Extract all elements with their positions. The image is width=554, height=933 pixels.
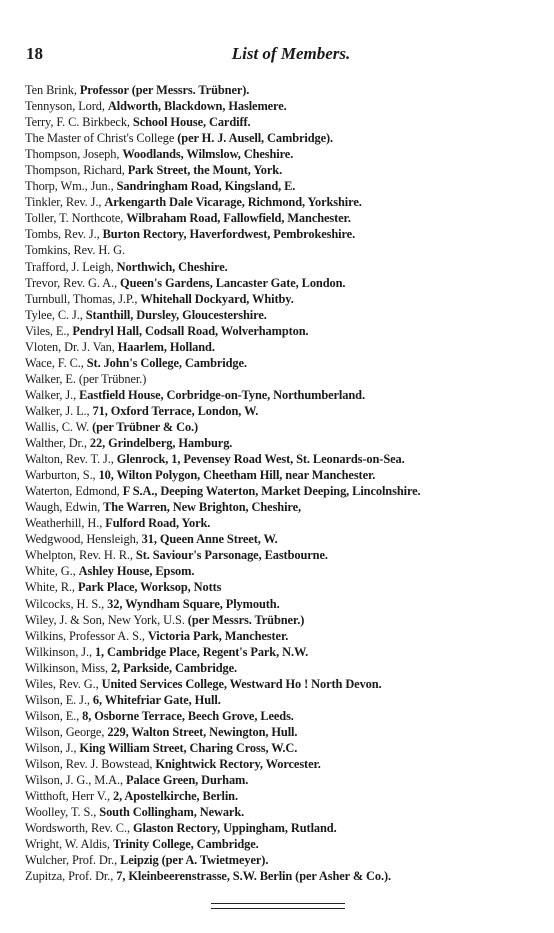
member-name: Wilcocks, H. S., [25, 596, 108, 611]
member-address: Stanthill, Dursley, Gloucestershire. [85, 307, 267, 322]
member-name: Wallis, C. W. [25, 419, 93, 434]
member-name: Wordsworth, Rev. C., [25, 821, 133, 836]
member-name: Witthoft, Herr V., [25, 789, 113, 804]
member-name: White, R., [25, 580, 78, 595]
member-entry [25, 563, 550, 579]
member-address: (per Trübner & Co.) [92, 419, 199, 434]
member-address: King William Street, Charing Cross, W.C. [79, 740, 298, 755]
member-entry [25, 130, 550, 146]
member-entry [25, 323, 550, 339]
member-address: Arkengarth Dale Vicarage, Richmond, Yorkshire. [104, 195, 362, 210]
member-address: United Services College, Westward Ho ! North Devon. [101, 676, 382, 691]
member-name: Ten Brink, [25, 83, 80, 97]
member-entry [25, 210, 550, 226]
member-entry [25, 756, 550, 772]
member-address: 2, Apostelkirche, Berlin. [113, 789, 238, 804]
member-entry [25, 467, 550, 483]
member-entry [25, 868, 550, 884]
member-address: 6, Whitefriar Gate, Hull. [92, 692, 221, 707]
member-name: Wilson, J. G., M.A., [25, 773, 127, 788]
member-entry [25, 708, 550, 724]
member-address: St. John's College, Cambridge. [86, 355, 247, 370]
member-name: Wilkins, Professor A. S., [25, 628, 148, 643]
member-entry [25, 660, 550, 676]
member-entry [25, 451, 550, 467]
member-entry [25, 275, 550, 291]
member-address: Leipzig (per A. Twietmeyer). [120, 853, 269, 868]
member-entry [25, 612, 550, 628]
member-name: Wright, W. Aldis, [25, 837, 113, 852]
member-address: Wilbraham Road, Fallowfield, Manchester. [126, 211, 351, 226]
running-title: List of Members. [231, 44, 351, 63]
member-entry [25, 804, 550, 820]
member-name: Wedgwood, Hensleigh, [25, 532, 142, 547]
member-name: Walker, J., [25, 387, 80, 402]
member-address: Burton Rectory, Haverfordwest, Pembrokeshire. [102, 227, 356, 242]
member-entry [25, 852, 550, 868]
member-address: School House, Cardiff. [132, 115, 251, 130]
member-address: Ashley House, Epsom. [78, 564, 195, 579]
member-address: F S.A., Deeping Waterton, Market Deeping, Lincolnshire. [122, 484, 421, 499]
member-entry [25, 162, 550, 178]
member-name: Wilkinson, J., [25, 644, 95, 659]
member-list [25, 82, 550, 884]
member-entry [25, 259, 550, 275]
member-address: Woodlands, Wilmslow, Cheshire. [122, 147, 294, 162]
member-address: 32, Wyndham Square, Plymouth. [107, 596, 280, 611]
member-address: Knightwick Rectory, Worcester. [155, 756, 321, 771]
member-name: Woolley, T. S., [25, 805, 100, 820]
member-name: Thompson, Richard, [25, 163, 128, 178]
member-entry [25, 355, 550, 371]
member-address: 7, Kleinbeerenstrasse, S.W. Berlin (per Asher & Co.). [116, 869, 392, 884]
member-address: 10, Wilton Polygon, Cheetham Hill, near Manchester. [98, 468, 376, 483]
member-name: Wilson, E., [25, 708, 83, 723]
member-name: Zupitza, Prof. Dr., [25, 869, 117, 884]
member-name: Terry, F. C. Birkbeck, [25, 115, 133, 130]
member-name: Turnbull, Thomas, J.P., [25, 291, 141, 306]
member-name: Tylee, C. J., [25, 307, 86, 322]
member-entry [25, 596, 550, 612]
member-entry [25, 579, 550, 595]
member-entry [25, 740, 550, 756]
member-entry [25, 515, 550, 531]
member-name: Wilson, J., [25, 740, 80, 755]
member-entry [25, 178, 550, 194]
member-entry [25, 836, 550, 852]
member-name: Viles, E., [25, 323, 73, 338]
member-entry [25, 371, 550, 387]
member-name: Walther, Dr., [25, 436, 90, 451]
member-address: 8, Osborne Terrace, Beech Grove, Leeds. [82, 708, 294, 723]
member-name: Weatherhill, H., [25, 516, 106, 531]
member-name: Wilson, George, [25, 724, 108, 739]
member-name: Wilson, Rev. J. Bowstead, [25, 756, 156, 771]
member-address: Glaston Rectory, Uppingham, Rutland. [132, 821, 337, 836]
member-entry [25, 676, 550, 692]
member-address: Queen's Gardens, Lancaster Gate, London. [120, 275, 346, 290]
member-address: Eastfield House, Corbridge-on-Tyne, Northumberland. [79, 387, 365, 402]
member-entry [25, 82, 550, 98]
member-entry [25, 339, 550, 355]
member-name: Thorp, Wm., Jun., [25, 179, 117, 194]
member-name: Tennyson, Lord, [25, 99, 108, 114]
member-entry [25, 547, 550, 563]
member-name: Warburton, S., [25, 468, 99, 483]
member-entry [25, 242, 550, 258]
member-name: Wiley, J. & Son, New York, U.S. [25, 612, 188, 627]
member-address: 1, Cambridge Place, Regent's Park, N.W. [94, 644, 309, 659]
member-address: (per Messrs. Trübner.) [187, 612, 305, 627]
member-entry [25, 291, 550, 307]
closing-rule-bottom [211, 908, 345, 909]
member-entry [25, 483, 550, 499]
member-address: (per H. J. Ausell, Cambridge). [177, 131, 334, 146]
member-address: The Warren, New Brighton, Cheshire, [103, 500, 301, 515]
member-address: Park Place, Worksop, Notts [77, 580, 222, 595]
member-address: 71, Oxford Terrace, London, W. [92, 403, 259, 418]
member-entry [25, 387, 550, 403]
page-number: 18 [26, 44, 43, 63]
member-name: Trafford, J. Leigh, [25, 259, 117, 274]
member-address: Northwich, Cheshire. [116, 259, 228, 274]
member-name: Walker, J. L., [25, 403, 93, 418]
member-address: Palace Green, Durham. [126, 773, 249, 788]
page-header [26, 44, 536, 68]
member-address: Fulford Road, York. [105, 516, 211, 531]
member-address: 31, Queen Anne Street, W. [141, 532, 278, 547]
member-entry [25, 307, 550, 323]
member-name: Tomkins, Rev. H. G. [25, 243, 126, 258]
member-entry [25, 788, 550, 804]
member-entry [25, 98, 550, 114]
member-entry [25, 772, 550, 788]
member-entry [25, 114, 550, 130]
member-name: Wace, F. C., [25, 355, 87, 370]
member-entry [25, 403, 550, 419]
member-name: White, G., [25, 564, 79, 579]
member-address: Haarlem, Holland. [117, 339, 215, 354]
member-name: Walker, E. (per Trübner.) [25, 371, 147, 386]
member-entry [25, 644, 550, 660]
member-entry [25, 724, 550, 740]
member-name: Whelpton, Rev. H. R., [25, 548, 136, 563]
member-entry [25, 692, 550, 708]
member-address: 22, Grindelberg, Hamburg. [89, 436, 233, 451]
member-address: Park Street, the Mount, York. [127, 163, 283, 178]
member-name: Tombs, Rev. J., [25, 227, 103, 242]
member-entry [25, 499, 550, 515]
closing-rule-top [211, 903, 345, 904]
member-address: 2, Parkside, Cambridge. [110, 660, 238, 675]
member-entry [25, 226, 550, 242]
member-address: Aldworth, Blackdown, Haslemere. [107, 99, 287, 114]
member-name: Vloten, Dr. J. Van, [25, 339, 118, 354]
member-address: Sandringham Road, Kingsland, E. [116, 179, 296, 194]
member-name: Wilson, E. J., [25, 692, 93, 707]
member-address: Whitehall Dockyard, Whitby. [140, 291, 294, 306]
member-entry [25, 531, 550, 547]
member-address: 229, Walton Street, Newington, Hull. [107, 724, 298, 739]
member-name: The Master of Christ's College [25, 131, 178, 146]
member-address: St. Saviour's Parsonage, Eastbourne. [135, 548, 328, 563]
member-address: Pendryl Hall, Codsall Road, Wolverhampton. [72, 323, 309, 338]
member-name: Walton, Rev. T. J., [25, 452, 117, 467]
member-entry [25, 820, 550, 836]
member-name: Thompson, Joseph, [25, 147, 123, 162]
member-address: South Collingham, Newark. [99, 805, 245, 820]
member-name: Wilkinson, Miss, [25, 660, 111, 675]
member-address: Trinity College, Cambridge. [112, 837, 259, 852]
member-name: Tinkler, Rev. J., [25, 195, 105, 210]
member-name: Toller, T. Northcote, [25, 211, 127, 226]
member-entry [25, 194, 550, 210]
member-entry [25, 435, 550, 451]
member-name: Wulcher, Prof. Dr., [25, 853, 121, 868]
member-address: Glenrock, 1, Pevensey Road West, St. Leonards-on-Sea. [116, 452, 405, 467]
member-name: Trevor, Rev. G. A., [25, 275, 121, 290]
member-name: Waterton, Edmond, [25, 484, 123, 499]
member-address: Victoria Park, Manchester. [147, 628, 289, 643]
member-entry [25, 628, 550, 644]
member-name: Waugh, Edwin, [25, 500, 104, 515]
member-name: Wiles, Rev. G., [25, 676, 102, 691]
member-address: Professor (per Messrs. Trübner). [79, 83, 250, 97]
member-entry [25, 419, 550, 435]
member-entry [25, 146, 550, 162]
